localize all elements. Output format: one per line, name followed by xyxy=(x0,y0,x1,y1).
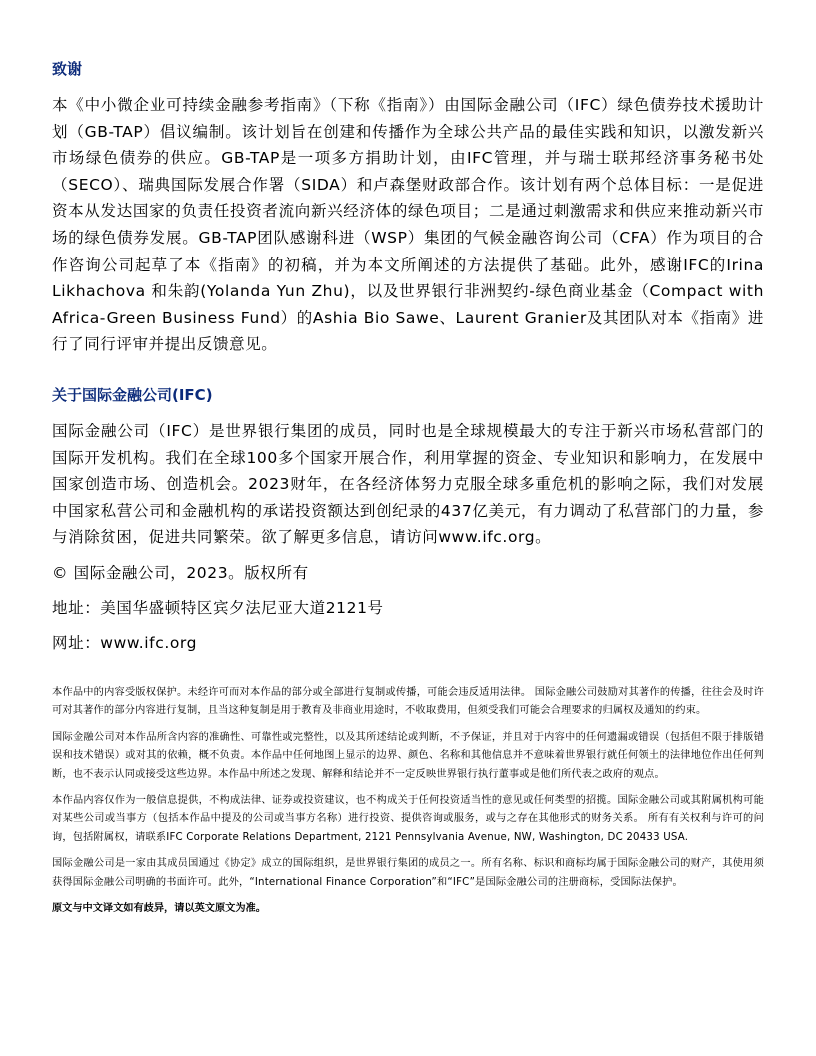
trademark-paragraph: 国际金融公司是一家由其成员国通过《协定》成立的国际组织，是世界银行集团的成员之一。所有名称、标识和商标均属于国际金融公司的财产，其使用须获得国际金融公司明确的书面许可。此外，“International Finance Corporation”和“IFC”是国际金融公司的注册商标，受国际法保护。 xyxy=(52,858,764,888)
address-line: 地址：美国华盛顿特区宾夕法尼亚大道2121号 xyxy=(52,598,384,617)
legal-notice xyxy=(52,684,764,918)
acknowledgements-heading: 致谢 xyxy=(52,60,83,78)
disclaimer-paragraph: 国际金融公司对本作品所含内容的准确性、可靠性或完整性，以及其所述结论或判断，不予保证，并且对于内容中的任何遗漏或错误（包括但不限于排版错误和技术错误）或对其的依赖，概不负责。本作品中任何地图上显示的边界、颜色、名称和其他信息并不意味着世界银行就任何领土的法律地位作出任何判断，也不表示认同或接受这些边界。本作品中所述之发现、解释和结论并不一定反映世界银行执行董事或是他们所代表之政府的观点。 xyxy=(52,731,764,780)
website-line: 网址：www.ifc.org xyxy=(52,633,198,652)
copyright-notice-paragraph: 本作品中的内容受版权保护。未经许可而对本作品的部分或全部进行复制或传播，可能会违反适用法律。 国际金融公司鼓励对其著作的传播，往往会及时许可对其著作的部分内容进行复制，且当这种复制是用于教育及非商业用途时，不收取费用，但须受我们可能会合理要求的归属权及通知的约束。 xyxy=(52,686,764,717)
about-ifc-paragraph: 国际金融公司（IFC）是世界银行集团的成员，同时也是全球规模最大的专注于新兴市场私营部门的国际开发机构。我们在全球100多个国家开展合作，利用掌握的资金、专业知识和影响力，在发展中国家创造市场、创造机会。2023财年，在各经济体努力克服全球多重危机的影响之际，我们对发展中国家私营公司和金融机构的承诺投资额达到创纪录的437亿美元，有力调动了私营部门的力量，参与消除贫困，促进共同繁荣。欲了解更多信息，请访问www.ifc.org。 xyxy=(52,421,764,547)
copyright-line: © 国际金融公司，2023。版权所有 xyxy=(52,563,309,582)
section-spacer xyxy=(52,358,764,382)
translation-notice: 原文与中文译文如有歧异，请以英文原文为准。 xyxy=(52,902,266,914)
about-ifc-heading: 关于国际金融公司(IFC) xyxy=(52,385,213,404)
information-notice-paragraph: 本作品内容仅作为一般信息提供，不构成法律、证券或投资建议，也不构成关于任何投资适当性的意见或任何类型的招揽。国际金融公司或其附属机构可能对某些公司或当事方（包括本作品中提及的公司或当事方名称）进行投资、提供咨询或服务，或与之存在其他形式的财务关系。 所有有关权利与许可的问询，包括附属权，请联系IFC Corporate Relations Department, 2121 Pennsylvania Avenue, NW, Washington, DC 20433 USA. xyxy=(52,794,764,843)
acknowledgements-paragraph: 本《中小微企业可持续金融参考指南》（下称《指南》）由国际金融公司（IFC）绿色债券技术援助计划（GB-TAP）倡议编制。该计划旨在创建和传播作为全球公共产品的最佳实践和知识，以激发新兴市场绿色债券的供应。GB-TAP是一项多方捐助计划，由IFC管理，并与瑞士联邦经济事务秘书处（SECO）、瑞典国际发展合作署（SIDA）和卢森堡财政部合作。该计划有两个总体目标：一是促进资本从发达国家的负责任投资者流向新兴经济体的绿色项目；二是通过刺激需求和供应来推动新兴市场的绿色债券发展。GB-TAP团队感谢科进（WSP）集团的气候金融咨询公司（CFA）作为项目的合作咨询公司起草了本《指南》的初稿，并为本文所阐述的方法提供了基础。此外，感谢IFC的Irina Likhachova 和朱韵(Yolanda Yun Zhu)，以及世界银行非洲契约-绿色商业基金（Compact with Africa-Green Business Fund）的Ashia Bio Sawe、Laurent Granier及其团队对本《指南》进行了同行评审并提出反馈意见。 xyxy=(52,96,764,354)
